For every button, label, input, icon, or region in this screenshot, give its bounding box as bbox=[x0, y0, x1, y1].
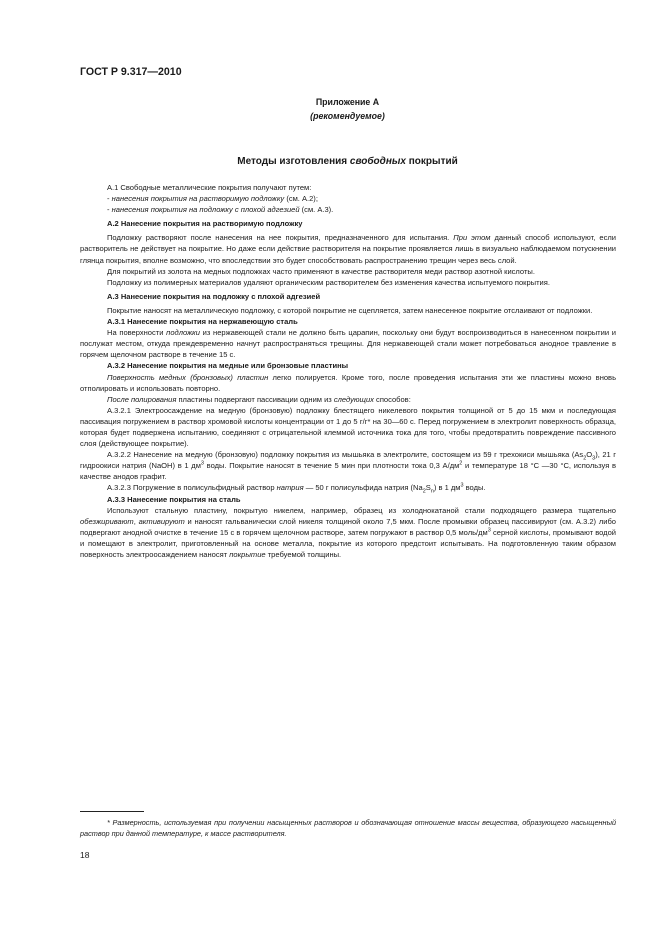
a323-sub-1: 2 bbox=[422, 488, 426, 495]
a32-em: Поверхность медных (бронзовых) пластин bbox=[107, 372, 269, 382]
a33-em-1: обезжиривают bbox=[80, 516, 134, 526]
a2-paragraph-3: Подложку из полимерных материалов удаляют органическим растворителем без изменения качества испытуемого покрытия. bbox=[107, 277, 550, 287]
page-title bbox=[80, 156, 615, 167]
a2-heading: А.2 Нанесение покрытия на растворимую подложку bbox=[107, 219, 303, 229]
a3-paragraph-1: Покрытие наносят на металлическую подложку, с которой покрытие не сцепляется, затем нанесенное покрытие отслаивают от подложки. bbox=[107, 305, 593, 315]
a322-sub-1: 2 bbox=[583, 455, 587, 462]
a32-paragraph bbox=[80, 372, 616, 394]
a323-em: натрия bbox=[276, 483, 304, 493]
a33-sup-1: 3 bbox=[487, 527, 491, 534]
a2-p1-em: При этом bbox=[453, 233, 491, 243]
a321-paragraph: А.3.2.1 Электроосаждение на медную (бронзовую) подложку блестящего никелевого покрытия толщиной от 5 до 15 мкм и последующая пассивация погружением в раствор хромовой кислоты концентрации от 1 до 5 г/г* на 30—60 с. Перед погружением в электролит поверхность образца, которая будет подвержена испытанию, соединяют с отрицательной клеммой источника тока для того, чтобы предотвратить повреждение пассивного слоя (действующее покрытие). bbox=[80, 405, 616, 449]
a31-paragraph bbox=[80, 327, 616, 360]
a32-pol-b: пластины подвергают пассивации одним из bbox=[176, 394, 334, 404]
title-post: покрытий bbox=[405, 156, 458, 167]
footnote: * Размерность, используемая при получении насыщенных растворов и обозначающая отношение массы вещества, образующего насыщенный раствор при данной температуре, к массе растворителя. bbox=[80, 818, 616, 838]
a33-a: Используют стальную пластину, покрытую никелем, например, образец из холоднокатаной стали подходящего размера тщательно bbox=[107, 505, 616, 515]
a1-item-2 bbox=[80, 204, 616, 215]
a322-b: O bbox=[586, 450, 593, 460]
footnote-divider bbox=[80, 811, 144, 812]
a33-e: требуемой толщины. bbox=[265, 550, 342, 559]
a322-sup-2: 2 bbox=[459, 460, 463, 467]
a322-sup-1: 3 bbox=[200, 460, 204, 467]
a1-item-1-dash: - bbox=[107, 194, 112, 204]
a1-item-2-dash: - bbox=[107, 205, 112, 215]
a322-paragraph bbox=[80, 449, 616, 482]
a1-item-1-tail: (см. А.2); bbox=[284, 194, 318, 204]
a323-b: — 50 г полисульфида натрия (Na bbox=[303, 483, 423, 493]
a32-b: легко полируется. Кроме того, после проведения испытания эти же пластины можно вновь отполировать и использовать повторно. bbox=[80, 372, 616, 393]
a322-a: А.3.2.2 Нанесение на медную (бронзовую) подложку покрытия из мышьяка в электролите, состоящем из 59 г трехокиси мышьяка (As bbox=[107, 450, 584, 460]
a33-d: серной кислоты, промывают водой и помещают в электролит, приготовленный на основе металла, покрытие из которого предстоит испытывать. На подготовленную таким образом поверхность электроосаждением наносят bbox=[80, 527, 616, 559]
title-pre: Методы изготовления bbox=[237, 156, 350, 167]
a323-paragraph bbox=[80, 482, 616, 493]
a32-heading: А.3.2 Нанесение покрытия на медные или бронзовые пластины bbox=[107, 361, 349, 371]
a33-em-3: покрытие bbox=[229, 550, 266, 559]
a323-e: воды. bbox=[463, 483, 486, 493]
a1-item-2-em: нанесения покрытия на подложку с плохой адгезией bbox=[111, 205, 300, 215]
a32-pol-c: способов: bbox=[373, 394, 411, 404]
a2-paragraph-2: Для покрытий из золота на медных подложках часто применяют в качестве растворителя меди раствор азотной кислоты. bbox=[107, 266, 535, 276]
a1-intro: А.1 Свободные металлические покрытия получают путем: bbox=[107, 183, 312, 192]
document-body bbox=[80, 182, 616, 560]
a32-polishing bbox=[80, 394, 616, 405]
a322-e: и температуре 18 °С —30 °С, используя в качестве анодов графит. bbox=[80, 461, 617, 482]
a322-c: ), 21 г гидроокиси натрия (NaOH) в 1 дм bbox=[80, 450, 616, 471]
a31-a: На поверхности bbox=[107, 328, 167, 338]
a323-sub-2: n bbox=[430, 488, 434, 495]
a1-item-1 bbox=[80, 193, 616, 204]
a1-item-2-tail: (см. А.3). bbox=[299, 205, 334, 215]
a33-c: и наносят гальванически слой никеля толщиной около 7,5 мкм. После промывки образец пассивируют (см. А.3.2) либо подвергают анодной очистке в течение 15 с в горячем щелочном растворе, затем погружают в раствор 0,5 моль/дм bbox=[80, 516, 616, 537]
a32-pol-em: После полирования bbox=[107, 394, 177, 404]
a323-a: А.3.2.3 Погружение в полисульфидный раствор bbox=[107, 483, 277, 493]
a33-b: , bbox=[133, 516, 139, 526]
a2-p1-a: Подложку растворяют после нанесения на нее покрытия, предназначенного для испытания. bbox=[107, 233, 454, 243]
a33-paragraph bbox=[80, 505, 616, 560]
a31-b: из нержавеющей стали не должно быть царапин, поскольку они будут воспроизводиться в нанесенном покрытии и послужат местом, откуда преждевременно начнут распространяться трещины. Для нержавеющей стали может потребоваться анодное травление в горячем щелочном растворе в течение 15 с. bbox=[80, 328, 616, 360]
page-number: 18 bbox=[80, 850, 90, 860]
a2-p1-b: данный способ используют, если растворитель не действует на покрытие. Но даже если действие растворителя на покрытие проявляется лишь в визуально наблюдаемом потускнении глянца покрытия, вполне возможно, что впоследствии это будет способствовать распространению трещин через весь слой. bbox=[80, 233, 616, 265]
a3-heading: А.3 Нанесение покрытия на подложку с плохой адгезией bbox=[107, 291, 321, 301]
a1-item-1-em: нанесения покрытия на растворимую подложку bbox=[111, 194, 285, 204]
a31-heading: А.3.1 Нанесение покрытия на нержавеющую сталь bbox=[107, 317, 298, 327]
a31-em: подложки bbox=[166, 328, 200, 338]
a322-d: воды. Покрытие наносят в течение 5 мин при плотности тока 0,3 А/дм bbox=[203, 461, 460, 471]
annex-block bbox=[80, 95, 615, 123]
a2-paragraph-1 bbox=[80, 232, 616, 265]
a33-em-2: активируют bbox=[138, 516, 185, 526]
a323-d: ) в 1 дм bbox=[433, 483, 461, 493]
a323-sup-1: 3 bbox=[460, 482, 464, 489]
a323-c: S bbox=[425, 483, 431, 493]
annex-status: (рекомендуемое) bbox=[310, 111, 385, 121]
standard-header: ГОСТ Р 9.317—2010 bbox=[80, 66, 182, 78]
a33-heading: А.3.3 Нанесение покрытия на сталь bbox=[107, 494, 241, 504]
a322-sub-2: 3 bbox=[592, 455, 596, 462]
annex-title: Приложение А bbox=[315, 97, 380, 107]
title-em: свободных bbox=[349, 156, 406, 167]
a32-pol-em2: следующих bbox=[333, 394, 374, 404]
